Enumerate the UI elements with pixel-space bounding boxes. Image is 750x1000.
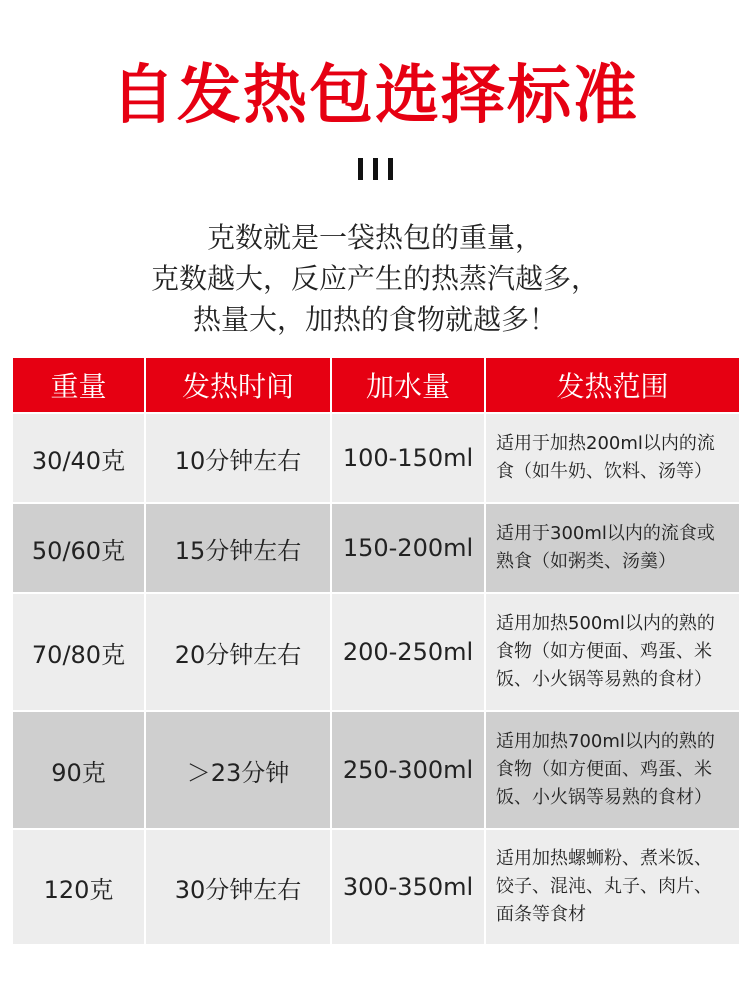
cell-range: 适用于300ml以内的流食或熟食（如粥类、汤羹） [485, 503, 740, 593]
cell-range: 适用加热700ml以内的熟的食物（如方便面、鸡蛋、米饭、小火锅等易熟的食材） [485, 711, 740, 829]
header-water-amount: 加水量 [331, 357, 485, 413]
cell-time: 10分钟左右 [145, 413, 331, 503]
header-heating-time: 发热时间 [145, 357, 331, 413]
cell-range: 适用加热500ml以内的熟的食物（如方便面、鸡蛋、米饭、小火锅等易熟的食材） [485, 593, 740, 711]
table-row [12, 711, 740, 829]
table-row [12, 413, 740, 503]
header-heating-range: 发热范围 [485, 357, 740, 413]
table-row [12, 593, 740, 711]
intro-line-2: 克数越大，反应产生的热蒸汽越多， [150, 262, 599, 295]
selection-table [11, 356, 741, 946]
cell-weight: 30/40克 [12, 413, 145, 503]
intro-line-3: 热量大，加热的食物就越多！ [192, 303, 557, 336]
cell-water: 100-150ml [331, 413, 485, 503]
cell-water: 200-250ml [331, 593, 485, 711]
cell-water: 150-200ml [331, 503, 485, 593]
intro-text [0, 217, 750, 340]
cell-time: 30分钟左右 [145, 829, 331, 945]
page-title: 自发热包选择标准 [111, 59, 639, 133]
cell-range: 适用加热螺蛳粉、煮米饭、饺子、混沌、丸子、肉片、面条等食材 [485, 829, 740, 945]
header-weight: 重量 [12, 357, 145, 413]
intro-line-1: 克数就是一袋热包的重量， [206, 221, 543, 254]
table-header-row [12, 357, 740, 413]
cell-range: 适用于加热200ml以内的流食（如牛奶、饮料、汤等） [485, 413, 740, 503]
cell-water: 300-350ml [331, 829, 485, 945]
table-row [12, 829, 740, 945]
cell-weight: 90克 [12, 711, 145, 829]
cell-water: 250-300ml [331, 711, 485, 829]
cell-time: ＞23分钟 [145, 711, 331, 829]
cell-weight: 50/60克 [12, 503, 145, 593]
cell-weight: 120克 [12, 829, 145, 945]
table-row [12, 503, 740, 593]
cell-time: 20分钟左右 [145, 593, 331, 711]
divider-bars-icon [0, 158, 750, 180]
cell-time: 15分钟左右 [145, 503, 331, 593]
cell-weight: 70/80克 [12, 593, 145, 711]
